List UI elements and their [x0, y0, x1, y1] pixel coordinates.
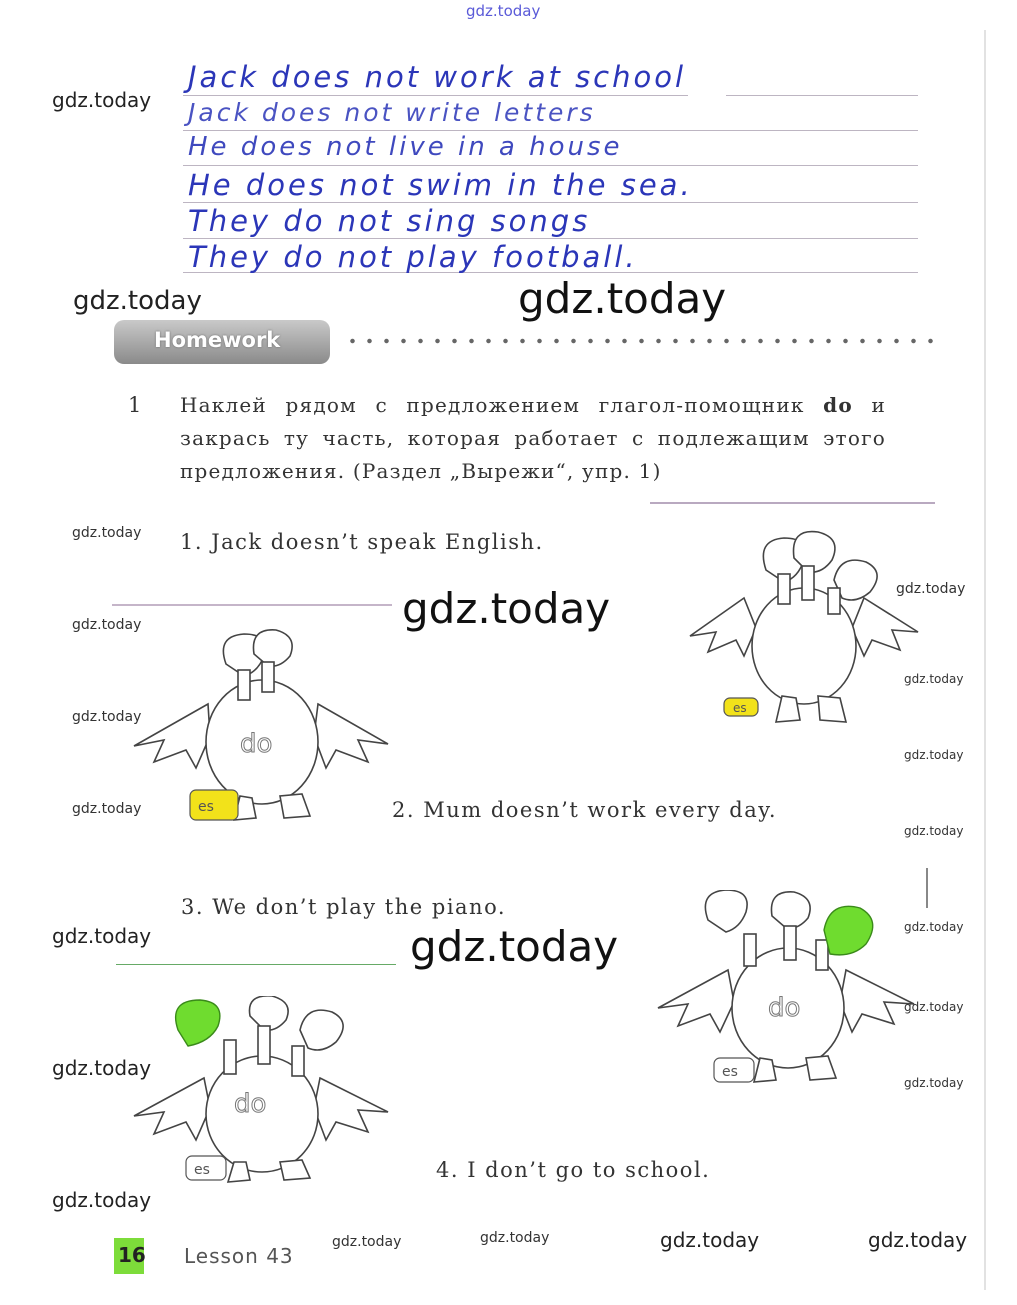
watermark: gdz.today	[904, 920, 964, 934]
dragon-illustration	[656, 890, 918, 1090]
watermark: gdz.today	[52, 1188, 152, 1212]
watermark: gdz.today	[72, 709, 142, 725]
dragon-illustration	[686, 528, 922, 724]
handwritten-sentence: He does not live in a house	[188, 132, 623, 162]
frame-edge	[926, 868, 928, 908]
writing-line	[183, 165, 918, 166]
watermark: gdz.today	[332, 1234, 402, 1250]
watermark: gdz.today	[410, 922, 619, 971]
page-edge	[984, 30, 986, 1290]
exercise-number: 1	[128, 393, 142, 417]
do-label: do	[768, 993, 801, 1023]
divider	[650, 502, 935, 504]
handwritten-sentence: They do not sing songs	[188, 204, 591, 238]
writing-line	[183, 130, 918, 131]
sentence-1: 1. Jack doesn’t speak English.	[180, 530, 544, 554]
watermark: gdz.today	[402, 584, 611, 633]
do-label: do	[234, 1089, 267, 1119]
watermark: gdz.today	[904, 1076, 964, 1090]
watermark: gdz.today	[660, 1228, 760, 1252]
writing-line	[183, 95, 688, 96]
homework-badge	[114, 320, 330, 364]
dragon-illustration	[130, 628, 392, 828]
watermark: gdz.today	[904, 824, 964, 838]
do-label: do	[240, 729, 273, 759]
watermark: gdz.today	[904, 672, 964, 686]
dotted-divider	[344, 338, 934, 344]
watermark: gdz.today	[904, 1000, 964, 1014]
handwritten-sentence: Jack does not write letters	[188, 98, 596, 127]
divider	[112, 604, 392, 606]
sentence-3: 3. We don’t play the piano.	[181, 895, 507, 919]
es-label: es	[194, 1162, 210, 1178]
es-label: es	[198, 799, 214, 815]
handwritten-sentence: They do not play football.	[188, 240, 638, 274]
watermark: gdz.today	[904, 748, 964, 762]
sentence-2: 2. Mum doesn’t work every day.	[392, 798, 777, 822]
watermark: gdz.today	[52, 88, 152, 112]
writing-line	[726, 95, 918, 96]
exercise-instruction	[180, 389, 886, 488]
watermark: gdz.today	[72, 525, 142, 541]
watermark: gdz.today	[868, 1228, 968, 1252]
lesson-label: Lesson 43	[184, 1244, 294, 1268]
watermark: gdz.today	[480, 1230, 550, 1246]
es-label: es	[733, 701, 747, 715]
handwritten-sentence: Jack does not work at school	[188, 60, 687, 94]
page-number-box	[114, 1238, 144, 1274]
instruction-bold: do	[823, 393, 853, 417]
es-label: es	[722, 1064, 738, 1080]
instruction-text: и закрась ту часть, которая работает с подлежащим этого предложения. (Раздел „Вырежи“, упр. 1)	[180, 393, 886, 483]
watermark: gdz.today	[72, 617, 142, 633]
watermark: gdz.today	[518, 274, 727, 323]
watermark: gdz.today	[52, 1056, 152, 1080]
page-number: 16	[118, 1243, 146, 1267]
watermark: gdz.today	[72, 801, 142, 817]
watermark-top: gdz.today	[466, 2, 541, 20]
dragon-illustration	[130, 996, 392, 1186]
instruction-text: Наклей рядом с предложением глагол-помощник	[180, 393, 824, 417]
watermark: gdz.today	[896, 581, 966, 597]
writing-line	[183, 202, 918, 203]
handwritten-sentence: He does not swim in the sea.	[188, 168, 693, 202]
homework-badge-label: Homework	[154, 328, 281, 352]
watermark: gdz.today	[52, 924, 152, 948]
writing-line	[183, 238, 918, 239]
sentence-4: 4. I don’t go to school.	[436, 1158, 711, 1182]
watermark: gdz.today	[73, 286, 202, 316]
frame-edge	[116, 964, 396, 965]
